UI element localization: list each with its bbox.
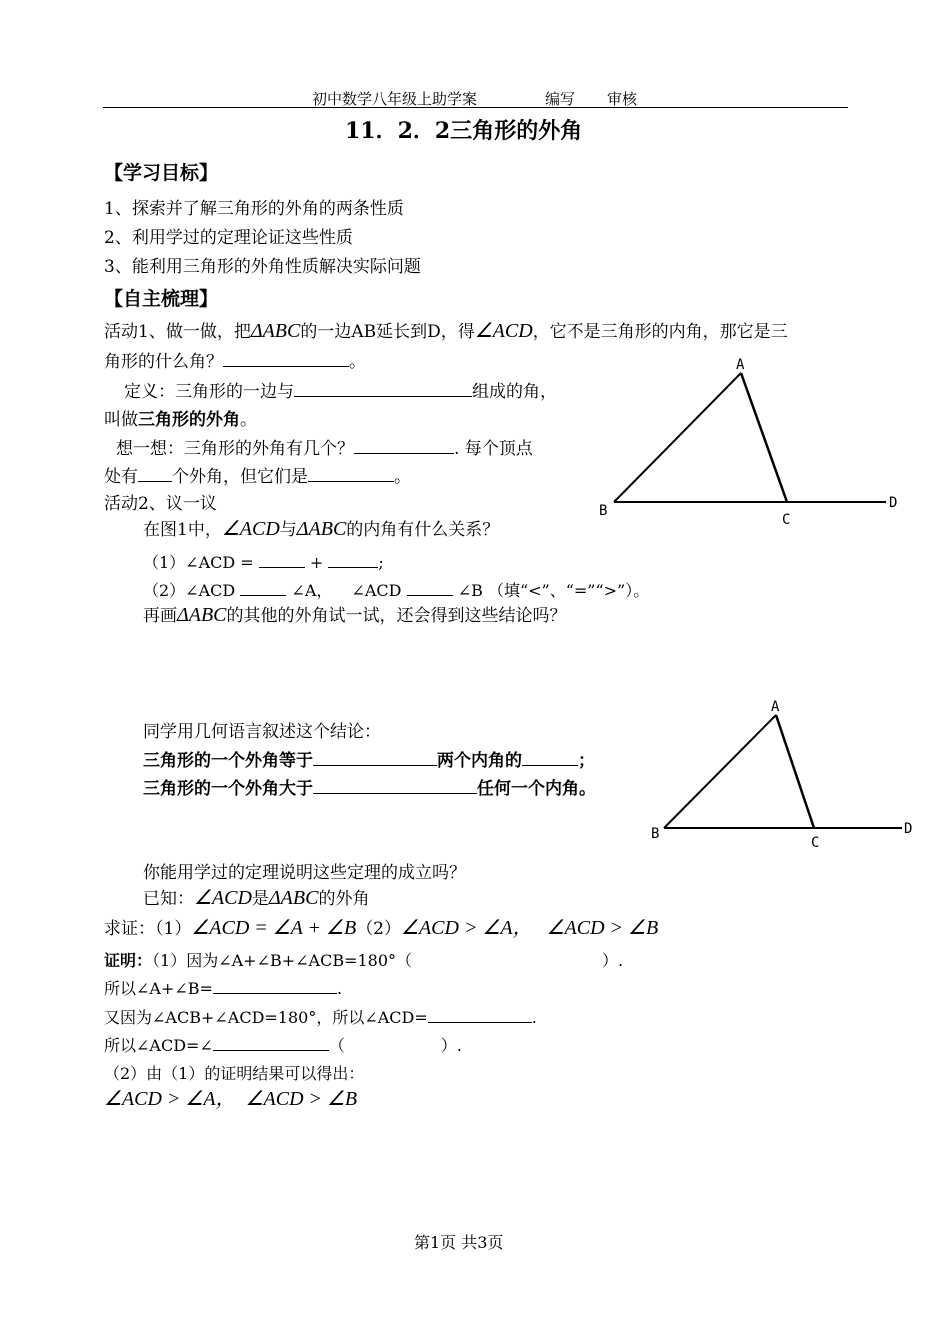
prove-formula-3: ∠ACD > ∠B (546, 917, 659, 939)
definition-term: 三角形的外角 (138, 410, 240, 430)
proof-line3 (104, 1005, 537, 1028)
definition-line1 (124, 380, 557, 403)
triangle-abc: ΔABC (177, 604, 227, 626)
proof-text-3-end: . (531, 1008, 537, 1027)
proof-text-4: 所以∠ACD=∠ (104, 1036, 213, 1055)
answer-blank[interactable] (294, 380, 472, 397)
think-text-d: 个外角，但它们是 (172, 467, 308, 487)
think-text-a: 想一想：三角形的外角有几个？ (116, 439, 354, 459)
section-heading-goals: 【学习目标】 (104, 162, 219, 184)
proof-text-2: 所以∠A+∠B= (104, 979, 213, 998)
think-line2 (104, 465, 411, 488)
prove-formula-1: ∠ACD = ∠A + ∠B (191, 917, 357, 939)
conclusion-line2 (143, 777, 596, 800)
q1-text-e: 的内角有什么关系？ (346, 520, 500, 540)
activity2-title: 活动2、议一议 (104, 494, 217, 514)
goal-item: 1、探索并了解三角形的外角的两条性质 (104, 199, 404, 219)
vertex-label-d: D (889, 495, 898, 511)
page-footer: 第1页 共3页 (414, 1233, 504, 1252)
angle-acd: ∠ACD (221, 518, 280, 540)
proof-line5: （2）由（1）的证明结果可以得出： (104, 1064, 365, 1083)
q4-text-a: 再画 (143, 606, 177, 626)
vertex-label-c: C (811, 835, 820, 851)
angle-acd: ∠ACD (194, 887, 252, 909)
think-text-b: . 每个顶点 (454, 439, 533, 459)
answer-blank[interactable] (240, 579, 286, 596)
result-formula-1: ∠ACD > ∠A， (104, 1088, 236, 1110)
conclusion-text-b: 两个内角的 (437, 751, 522, 771)
proof-text-2-end: . (336, 979, 343, 998)
proof-line6 (104, 1088, 357, 1111)
given-line (143, 887, 369, 910)
definition-text-a: 定义：三角形的一边与 (124, 382, 294, 402)
q1-text-c: 与 (279, 520, 297, 540)
activity1-text-c: ，它不是三角形的内角，那它是三 (532, 322, 788, 342)
q1-text-a: 在图1中， (143, 520, 222, 540)
vertex-label-b: B (651, 826, 660, 842)
answer-blank[interactable] (428, 1006, 532, 1023)
segment-ac (776, 715, 814, 828)
vertex-label-d: D (904, 821, 913, 837)
figure-2-triangle (645, 695, 925, 855)
activity1-text-a: 活动1、做一做，把 (104, 322, 251, 342)
definition-text-c1: 叫做 (104, 410, 138, 430)
conclusion-text-c: ； (578, 751, 595, 771)
proof-text-1-end: ）. (602, 951, 624, 970)
segment-ac (741, 373, 787, 502)
triangle-abc: ΔABC (268, 887, 319, 909)
answer-blank[interactable] (213, 977, 337, 994)
given-text-c: 是 (251, 889, 269, 909)
definition-text-c3: 。 (240, 410, 257, 430)
think-text-c: 处有 (104, 467, 138, 487)
triangle-abc: ΔABC (250, 320, 301, 342)
activity1-end: 。 (349, 352, 366, 372)
answer-blank[interactable] (313, 749, 437, 766)
given-text-a: 已知： (143, 889, 194, 909)
segment-ba (664, 715, 776, 828)
conclusion-text-a: 三角形的一个外角等于 (143, 751, 313, 771)
q2-end: ; (378, 553, 384, 572)
header-review: 审核 (607, 90, 638, 108)
answer-blank[interactable] (259, 551, 305, 568)
q3-text-d: ∠B （填“<”、“=”“>”）。 (457, 581, 650, 600)
page-title: 11．2．2三角形的外角 (345, 118, 583, 144)
definition-text-b: 组成的角， (472, 382, 557, 402)
activity1-text-b: 的一边AB延长到D，得 (300, 322, 475, 342)
activity2-q4 (143, 604, 567, 627)
answer-blank[interactable] (354, 437, 454, 454)
goal-item: 2、利用学过的定理论证这些性质 (104, 228, 353, 248)
activity1-line1 (104, 320, 788, 343)
answer-blank[interactable] (223, 350, 349, 367)
prove-text-a: 求证：（1） (104, 919, 192, 939)
proof-text-4-paren: （ (328, 1036, 345, 1055)
q2-text-a: （1）∠ACD = (143, 553, 254, 572)
proof-text-1: （1）因为∠A+∠B+∠ACB=180°（ (152, 951, 413, 970)
proof-question: 你能用学过的定理说明这些定理的成立吗？ (143, 863, 466, 883)
activity1-question: 角形的什么角？ (104, 352, 223, 372)
vertex-label-a: A (771, 699, 780, 715)
conclusion-line1 (143, 749, 595, 772)
q3-text-b: ∠A， (291, 581, 333, 600)
answer-blank[interactable] (213, 1034, 329, 1051)
result-formula-2: ∠ACD > ∠B (245, 1088, 358, 1110)
proof-line2 (104, 976, 342, 999)
q2-plus: + (309, 553, 324, 572)
segment-ba (614, 373, 741, 502)
activity2-q3 (143, 578, 649, 601)
goal-item: 3、能利用三角形的外角性质解决实际问题 (104, 257, 421, 277)
q3-text-a: （2）∠ACD (143, 581, 236, 600)
proof-label: 证明： (104, 951, 153, 970)
answer-blank[interactable] (138, 465, 172, 482)
activity2-q1 (143, 518, 499, 541)
answer-blank[interactable] (308, 465, 394, 482)
answer-blank[interactable] (407, 579, 453, 596)
conclusion-text-d: 三角形的一个外角大于 (143, 779, 313, 799)
definition-line2 (104, 409, 257, 431)
header-edit: 编写 (545, 90, 576, 108)
q4-text-c: 的其他的外角试一试，还会得到这些结论吗？ (226, 606, 567, 626)
answer-blank[interactable] (313, 777, 477, 794)
header-course: 初中数学八年级上助学案 (312, 90, 478, 108)
figure-1-triangle (590, 352, 920, 532)
header-rule (103, 107, 848, 108)
vertex-label-b: B (599, 503, 608, 519)
conclusion-intro: 同学用几何语言叙述这个结论： (143, 722, 381, 742)
activity1-line2 (104, 350, 366, 373)
prove-formula-2: ∠ACD > ∠A， (401, 917, 533, 939)
answer-blank[interactable] (522, 749, 578, 766)
proof-line1 (104, 948, 623, 971)
activity2-q2 (143, 550, 384, 573)
q3-text-c: ∠ACD (351, 581, 402, 600)
section-heading-review: 【自主梳理】 (104, 288, 219, 310)
vertex-label-c: C (782, 512, 791, 528)
prove-line (104, 917, 658, 940)
proof-line4 (104, 1033, 462, 1056)
think-line1 (116, 437, 533, 460)
vertex-label-a: A (736, 357, 745, 373)
proof-text-4-end: ）. (440, 1036, 462, 1055)
prove-text-c: （2） (356, 919, 402, 939)
triangle-abc: ΔABC (296, 518, 347, 540)
conclusion-text-e: 任何一个内角。 (477, 779, 596, 799)
think-text-e: 。 (394, 467, 411, 487)
answer-blank[interactable] (328, 551, 378, 568)
proof-text-3: 又因为∠ACB+∠ACD=180°，所以∠ACD= (104, 1008, 428, 1027)
given-text-e: 的外角 (318, 889, 370, 909)
angle-acd: ∠ACD (474, 320, 533, 342)
